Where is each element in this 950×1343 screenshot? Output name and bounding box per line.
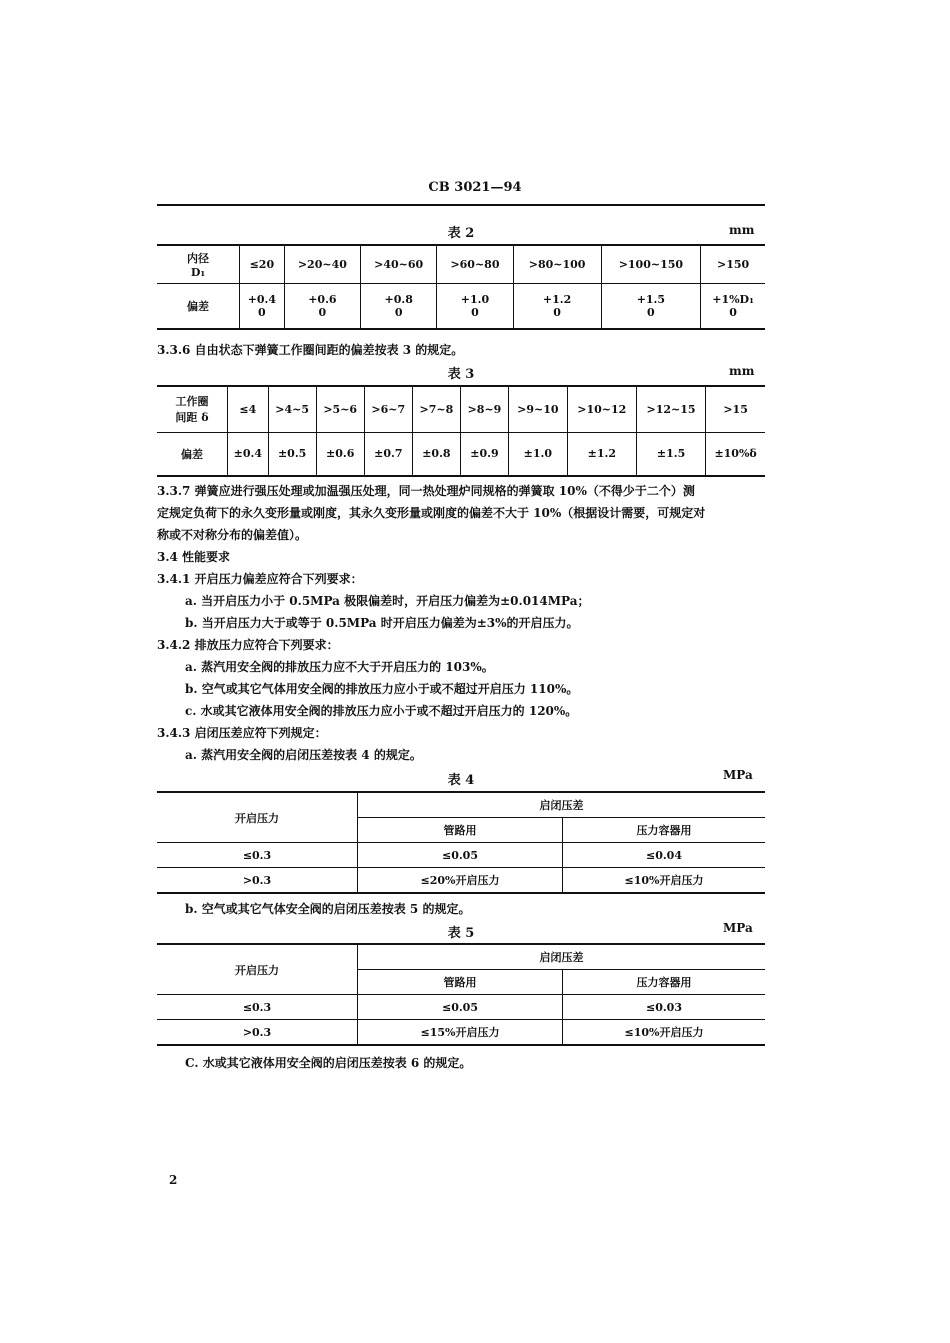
table3-col: >10~12 [567,386,636,432]
section-3-3-7-line2: 定规定负荷下的永久变形量或刚度，其永久变形量或刚度的偏差不大于 10%（根据设计需要，可规定对 [157,506,706,520]
table3-row-label [157,386,228,432]
table2-dev-cell: +1.2 0 [513,283,601,329]
table3-dev-cell: ±0.7 [364,432,412,476]
table3-dev-cell: ±0.8 [412,432,460,476]
section-3-4-1: 3.4.1 开启压力偏差应符合下列要求： [157,572,363,586]
table4-caption: 表 4 [447,773,475,788]
table2-dev-cell: +1.5 0 [601,283,701,329]
table2-dev-cell: +0.4 0 [240,283,285,329]
table3-dev-cell: ±0.6 [316,432,364,476]
table4-header-pipe: 管路用 [358,818,563,843]
table3-col: >4~5 [268,386,316,432]
table4-cell: ≤0.3 [157,843,358,868]
table4-header-vessel: 压力容器用 [563,818,766,843]
table2-col: >80~100 [513,245,601,283]
table3-dev-cell: ±10%δ [706,432,765,476]
section-3-4-2: 3.4.2 排放压力应符合下列要求： [157,638,339,652]
table4-cell: ≤10%开启压力 [563,868,766,894]
table5-cell: >0.3 [157,1020,358,1046]
table5-cell: ≤0.3 [157,995,358,1020]
table3-col: >5~6 [316,386,364,432]
table3-dev-cell: ±1.5 [636,432,705,476]
table2-row-label-l2: D₁ [190,265,206,279]
section-3-4-3-c: C. 水或其它液体用安全阀的启闭压差按表 6 的规定。 [185,1056,472,1070]
table2-col: ≤20 [240,245,285,283]
table2-col: >40~60 [361,245,437,283]
table2-col: >100~150 [601,245,701,283]
section-3-4-1-a: a. 当开启压力小于 0.5MPa 极限偏差时，开启压力偏差为±0.014MPa； [185,594,590,608]
table2-row-label [157,245,240,283]
table5-header-diff: 启闭压差 [358,944,766,970]
table4-header-open: 开启压力 [157,792,358,843]
table2-col: >150 [701,245,765,283]
table3-dev-label: 偏差 [157,432,228,476]
page-number: 2 [169,1173,178,1187]
table2-dev-label: 偏差 [157,283,240,329]
section-3-4-2-b: b. 空气或其它气体用安全阀的排放压力应小于或不超过开启压力 110%。 [185,682,579,696]
table2-caption: 表 2 [447,226,475,241]
table5-cell: ≤0.05 [358,995,563,1020]
section-3-4: 3.4 性能要求 [157,550,231,564]
table5-header-vessel: 压力容器用 [563,970,766,995]
table2-unit: mm [729,223,755,237]
table3-col: ≤4 [228,386,269,432]
table3-dev-cell: ±0.4 [228,432,269,476]
table3 [157,385,765,477]
document-code: CB 3021—94 [428,180,522,195]
section-3-3-7-line3: 称或不对称分布的偏差值）。 [157,528,308,542]
table5-unit: MPa [723,921,753,935]
section-3-4-2-c: c. 水或其它液体用安全阀的排放压力应小于或不超过开启压力的 120%。 [185,704,578,718]
section-3-4-2-a: a. 蒸汽用安全阀的排放压力应不大于开启压力的 103%。 [185,660,494,674]
table3-col: >12~15 [636,386,705,432]
table5-caption: 表 5 [447,926,475,941]
table2-dev-cell: +1.0 0 [437,283,513,329]
table5-cell: ≤15%开启压力 [358,1020,563,1046]
table3-col: >7~8 [412,386,460,432]
section-3-4-3-b: b. 空气或其它气体安全阀的启闭压差按表 5 的规定。 [185,902,471,916]
table4-header-diff: 启闭压差 [358,792,766,818]
header-rule [157,204,765,206]
table2-dev-cell: +0.8 0 [361,283,437,329]
table3-caption: 表 3 [447,367,475,382]
table3-row-label-l1: 工作圈 [175,395,209,409]
table3-dev-cell: ±0.9 [460,432,508,476]
table4-cell: ≤20%开启压力 [358,868,563,894]
table3-unit: mm [729,364,755,378]
table5-cell: ≤0.03 [563,995,766,1020]
table3-col: >9~10 [509,386,568,432]
table2-dev-cell: +0.6 0 [284,283,360,329]
section-3-3-6: 3.3.6 自由状态下弹簧工作圈间距的偏差按表 3 的规定。 [157,343,464,357]
section-3-3-7-line1: 3.3.7 弹簧应进行强压处理或加温强压处理，同一热处理炉同规格的弹簧取 10%（不得少于二个）测 [157,484,695,498]
table5-header-pipe: 管路用 [358,970,563,995]
table5 [157,943,765,1046]
table3-col: >6~7 [364,386,412,432]
table5-header-open: 开启压力 [157,944,358,995]
table4-cell: ≤0.05 [358,843,563,868]
table3-dev-cell: ±1.2 [567,432,636,476]
section-3-4-3: 3.4.3 启闭压差应符下列规定： [157,726,327,740]
table3-dev-cell: ±0.5 [268,432,316,476]
table3-col: >8~9 [460,386,508,432]
table2-dev-cell: +1%D₁ 0 [701,283,765,329]
table3-row-label-l2: 间距 δ [175,411,209,425]
table2-col: >60~80 [437,245,513,283]
table4-cell: >0.3 [157,868,358,894]
section-3-4-3-a: a. 蒸汽用安全阀的启闭压差按表 4 的规定。 [185,748,422,762]
table2 [157,244,765,330]
section-3-4-1-b: b. 当开启压力大于或等于 0.5MPa 时开启压力偏差为±3%的开启压力。 [185,616,579,630]
table4-unit: MPa [723,768,753,782]
table4 [157,791,765,894]
table3-dev-cell: ±1.0 [509,432,568,476]
table2-row-label-l1: 内径 [187,251,209,265]
table5-cell: ≤10%开启压力 [563,1020,766,1046]
table4-cell: ≤0.04 [563,843,766,868]
table2-col: >20~40 [284,245,360,283]
table3-col: >15 [706,386,765,432]
